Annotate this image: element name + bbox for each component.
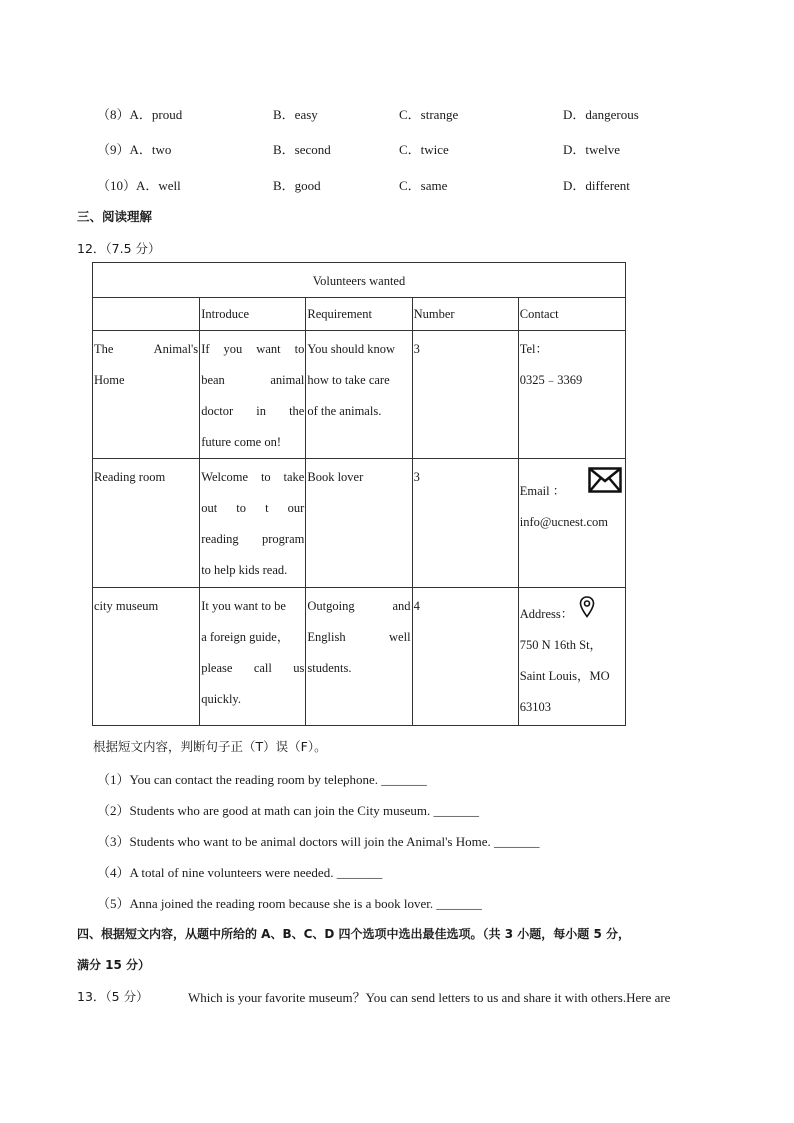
- row-contact: Email ： info@ucnest.com: [518, 459, 625, 588]
- section-4-title-cont: 满分 15 分）: [77, 958, 151, 972]
- row-requirement: Outgoing and English well students.: [306, 588, 412, 726]
- option-c: C．twice: [399, 142, 449, 157]
- statement-2: （2）Students who are good at math can join the City museum. _______: [97, 803, 480, 818]
- table-row: [93, 459, 626, 588]
- table-row: [93, 331, 626, 459]
- option-a: （9）A．two: [97, 142, 172, 157]
- row-introduce: It you want to be a foreign guide， please call us quickly.: [200, 588, 306, 726]
- option-c: C．strange: [399, 107, 459, 122]
- option-d: D．dangerous: [563, 107, 639, 122]
- header-number: Number: [412, 298, 518, 331]
- option-row: [0, 175, 794, 195]
- option-b: B．second: [273, 142, 331, 157]
- option-a: （10）A．well: [97, 178, 181, 193]
- row-name: Reading room: [93, 459, 200, 588]
- section-3-title: 三、阅读理解: [77, 209, 153, 224]
- row-name: city museum: [93, 588, 200, 726]
- option-d: D．twelve: [563, 142, 621, 157]
- envelope-icon: [588, 467, 622, 493]
- row-introduce: If you want to bean animal doctor in the future come on!: [200, 331, 306, 459]
- option-row: [0, 104, 794, 124]
- question-13-text: Which is your favorite museum？You can send letters to us and share it with others.Here are: [188, 990, 671, 1005]
- instruction-text: 根据短文内容，判断句子正（T）误（F）。: [93, 739, 327, 754]
- row-number: 3: [412, 459, 518, 588]
- option-d: D．different: [563, 178, 630, 193]
- table-title: Volunteers wanted: [93, 263, 626, 298]
- statement-4: （4）A total of nine volunteers were needed. _______: [97, 865, 383, 880]
- question-13-label: 13．（5 分）: [77, 989, 149, 1004]
- option-row: [0, 139, 794, 159]
- row-requirement: Book lover: [306, 459, 412, 588]
- row-introduce: Welcome to take out to t our reading program to help kids read.: [200, 459, 306, 588]
- statement-1: （1）You can contact the reading room by telephone. _______: [97, 772, 427, 787]
- option-b: B．easy: [273, 107, 318, 122]
- option-b: B．good: [273, 178, 321, 193]
- header-introduce: Introduce: [200, 298, 306, 331]
- row-contact: Address： 750 N 16th St， Saint Louis，MO 63103: [518, 588, 625, 726]
- table-header-row: [93, 298, 626, 331]
- location-pin-icon: [579, 596, 595, 618]
- row-number: 3: [412, 331, 518, 459]
- section-4-title: 四、根据短文内容，从题中所给的 A、B、C、D 四个选项中选出最佳选项。（共 3 小题，每小题 5 分，: [77, 927, 630, 941]
- option-c: C．same: [399, 178, 448, 193]
- statement-5: （5）Anna joined the reading room because she is a book lover. _______: [97, 896, 482, 911]
- question-12-label: 12．（7.5 分）: [77, 241, 161, 256]
- row-contact: Tel： 0325﹣3369: [518, 331, 625, 459]
- row-name: The Animal's Home: [93, 331, 200, 459]
- statement-3: （3）Students who want to be animal doctors will join the Animal's Home. _______: [97, 834, 540, 849]
- header-contact: Contact: [518, 298, 625, 331]
- row-number: 4: [412, 588, 518, 726]
- row-requirement: You should know how to take care of the animals.: [306, 331, 412, 459]
- table-row: [93, 588, 626, 726]
- header-requirement: Requirement: [306, 298, 412, 331]
- option-a: （8）A．proud: [97, 107, 183, 122]
- header-empty: [93, 298, 200, 331]
- volunteers-table: [92, 262, 626, 726]
